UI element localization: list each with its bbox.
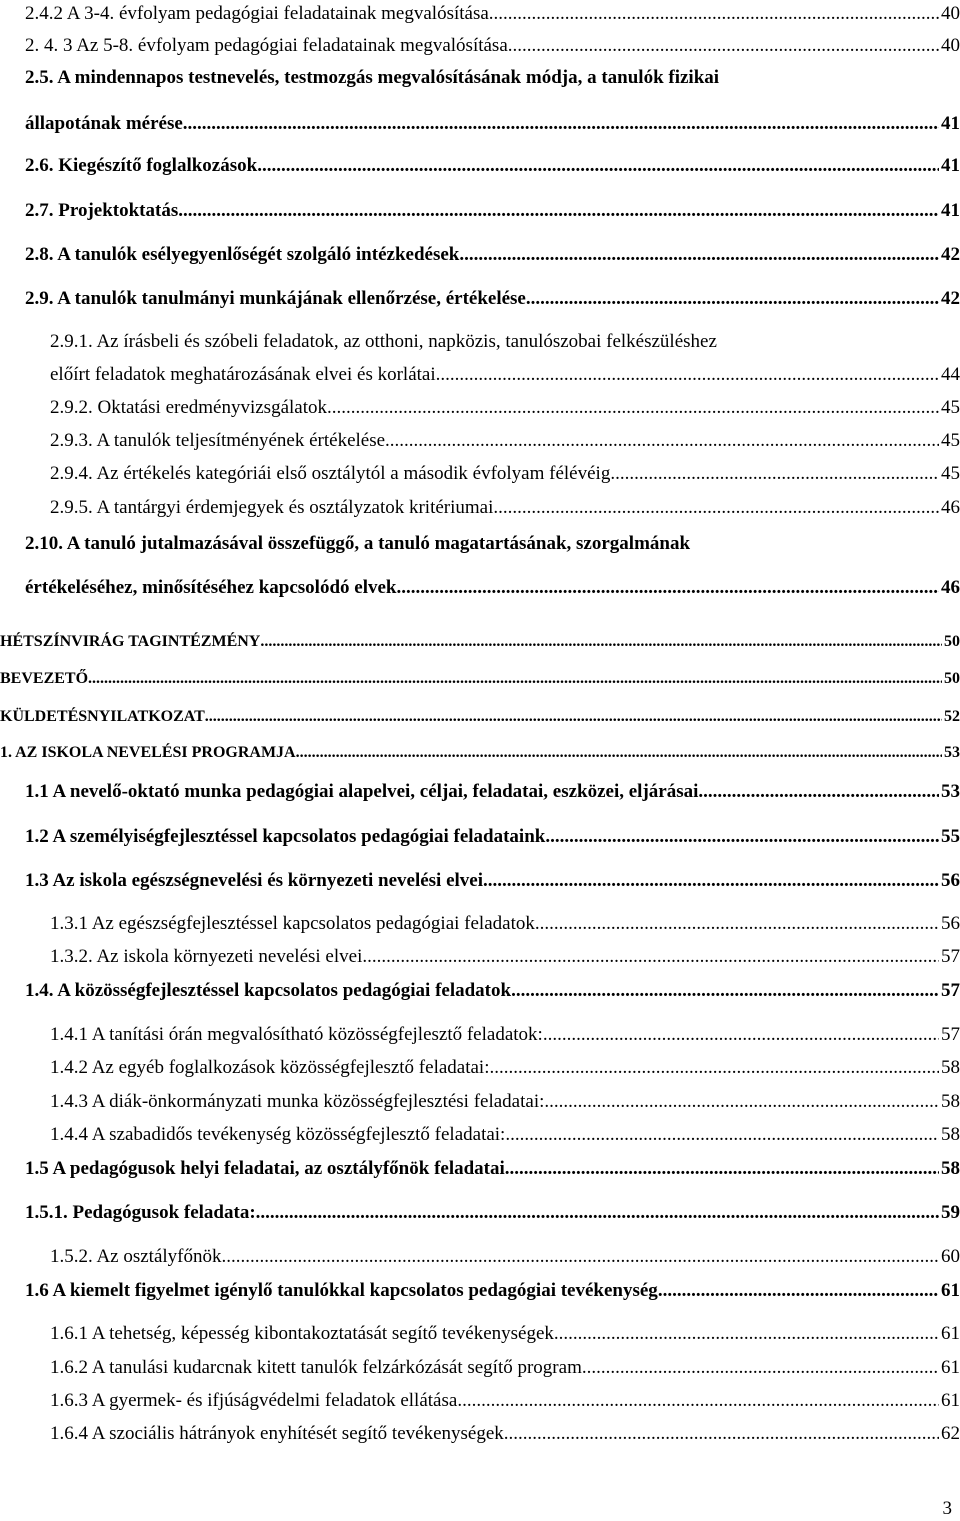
toc-entry-page: 61 xyxy=(941,1390,960,1411)
toc-entry-page: 58 xyxy=(941,1124,960,1145)
toc-entry-page: 58 xyxy=(941,1057,960,1078)
dot-leader xyxy=(483,869,939,893)
toc-entry-title: 1.2 A személyiségfejlesztéssel kapcsolatos pedagógiai feladataink xyxy=(25,826,546,847)
toc-entry-page: 42 xyxy=(941,244,960,265)
toc-entry-title: BEVEZETŐ xyxy=(0,670,89,687)
dot-leader xyxy=(256,1201,939,1225)
toc-entry-title: 1.6.4 A szociális hátrányok enyhítését segítő tevékenységek xyxy=(50,1423,504,1444)
toc-entry-continued[interactable] xyxy=(0,112,960,136)
toc-entry-title: 1.4.1 A tanítási órán megvalósítható közösségfejlesztő feladatok: xyxy=(50,1024,543,1045)
toc-entry-title: 1.4.2 Az egyéb foglalkozások közösségfejlesztő feladatai: xyxy=(50,1057,490,1078)
toc-entry[interactable] xyxy=(0,825,960,849)
toc-entry[interactable] xyxy=(0,705,960,729)
toc-entry-page: 44 xyxy=(941,364,960,385)
toc-entry-page: 61 xyxy=(941,1357,960,1378)
dot-leader xyxy=(260,630,942,654)
dot-leader xyxy=(582,1356,939,1380)
dot-leader xyxy=(545,825,939,849)
toc-entry-page: 60 xyxy=(941,1246,960,1267)
toc-entry-title: 1.6.1 A tehetség, képesség kibontakoztatását segítő tevékenységek xyxy=(50,1323,554,1344)
toc-entry-title: 1.3 Az iskola egészségnevelési és környezeti nevelési elvei xyxy=(25,870,484,891)
dot-leader xyxy=(511,979,939,1003)
dot-leader xyxy=(490,1056,940,1080)
toc-entry[interactable] xyxy=(0,979,960,1003)
toc-entry-page: 41 xyxy=(941,113,960,134)
toc-entry[interactable] xyxy=(0,1056,960,1080)
toc-entry-page: 53 xyxy=(944,744,960,761)
toc-entry[interactable] xyxy=(0,667,960,691)
dot-leader xyxy=(610,462,939,486)
toc-entry[interactable] xyxy=(0,2,960,26)
dot-leader xyxy=(296,741,942,765)
page-number: 3 xyxy=(942,1498,952,1519)
toc-entry-title: 1.6 A kiemelt figyelmet igénylő tanulókkal kapcsolatos pedagógiai tevékenység xyxy=(25,1280,658,1301)
toc-entry-title: 2. 4. 3 Az 5-8. évfolyam pedagógiai feladatainak megvalósítása xyxy=(25,35,508,56)
toc-entry-title: 1.4. A közösségfejlesztéssel kapcsolatos pedagógiai feladatok xyxy=(25,980,512,1001)
toc-entry-title: 1.4.4 A szabadidős tevékenység közösségfejlesztő feladatai: xyxy=(50,1124,506,1145)
dot-leader xyxy=(183,112,939,136)
toc-entry-page: 45 xyxy=(941,430,960,451)
toc-entry-title-line1: 2.5. A mindennapos testnevelés, testmozgás megvalósításának módja, a tanulók fizikai xyxy=(25,67,720,88)
toc-entry-title: állapotának mérése xyxy=(25,113,183,134)
toc-entry-page: 59 xyxy=(941,1202,960,1223)
toc-entry-page: 61 xyxy=(941,1280,960,1301)
dot-leader xyxy=(535,912,939,936)
dot-leader xyxy=(257,154,939,178)
toc-entry-title: HÉTSZÍNVIRÁG TAGINTÉZMÉNY xyxy=(0,633,261,650)
dot-leader xyxy=(526,287,939,311)
toc-entry-page: 57 xyxy=(941,1024,960,1045)
toc-entry[interactable] xyxy=(0,1157,960,1181)
toc-entry[interactable] xyxy=(0,945,960,969)
dot-leader xyxy=(457,1389,939,1413)
toc-entry[interactable] xyxy=(0,1023,960,1047)
dot-leader xyxy=(362,945,939,969)
toc-entry[interactable] xyxy=(0,243,960,267)
dot-leader xyxy=(508,34,939,58)
toc-entry-page: 50 xyxy=(944,670,960,687)
dot-leader xyxy=(658,1279,939,1303)
dot-leader xyxy=(505,1123,939,1147)
toc-entry-title-line1: 2.9.1. Az írásbeli és szóbeli feladatok, az otthoni, napközis, tanulószobai felkészüléshez xyxy=(50,331,717,352)
toc-entry[interactable] xyxy=(0,1356,960,1380)
toc-entry[interactable] xyxy=(0,741,960,765)
toc-entry-title: 2.9.2. Oktatási eredményvizsgálatok xyxy=(50,397,328,418)
toc-entry-title: 2.4.2 A 3-4. évfolyam pedagógiai feladatainak megvalósítása xyxy=(25,3,489,24)
toc-entry[interactable] xyxy=(0,34,960,58)
toc-entry-title: 2.9. A tanulók tanulmányi munkájának ellenőrzése, értékelése xyxy=(25,288,526,309)
dot-leader xyxy=(554,1322,939,1346)
toc-entry-title: 1.6.3 A gyermek- és ifjúságvédelmi feladatok ellátása xyxy=(50,1390,458,1411)
toc-entry-title-line1: 2.10. A tanuló jutalmazásával összefüggő, a tanuló magatartásának, szorgalmának xyxy=(25,533,691,554)
toc-entry[interactable] xyxy=(0,532,960,556)
dot-leader xyxy=(178,199,939,223)
toc-entry[interactable] xyxy=(0,496,960,520)
toc-entry-page: 40 xyxy=(941,35,960,56)
toc-entry-page: 50 xyxy=(944,633,960,650)
toc-entry[interactable] xyxy=(0,429,960,453)
toc-entry-title: 1.1 A nevelő-oktató munka pedagógiai alapelvei, céljai, feladatai, eszközei, eljárásai xyxy=(25,781,699,802)
toc-entry[interactable] xyxy=(0,1245,960,1269)
toc-entry[interactable] xyxy=(0,287,960,311)
dot-leader xyxy=(505,1157,939,1181)
dot-leader xyxy=(459,243,939,267)
toc-entry-title: 2.9.3. A tanulók teljesítményének értékelése xyxy=(50,430,386,451)
toc-entry[interactable] xyxy=(0,154,960,178)
toc-entry[interactable] xyxy=(0,1279,960,1303)
toc-entry-title: értékeléséhez, minősítéséhez kapcsolódó elvek xyxy=(25,577,397,598)
dot-leader xyxy=(222,1245,939,1269)
dot-leader xyxy=(436,363,939,387)
toc-entry[interactable] xyxy=(0,1090,960,1114)
dot-leader xyxy=(489,2,939,26)
toc-entry[interactable] xyxy=(0,330,960,354)
toc-entry-page: 58 xyxy=(941,1158,960,1179)
toc-entry-title: 1.6.2 A tanulási kudarcnak kitett tanulók felzárkózását segítő program xyxy=(50,1357,582,1378)
toc-entry-page: 56 xyxy=(941,870,960,891)
dot-leader xyxy=(205,705,942,729)
toc-entry-page: 41 xyxy=(941,200,960,221)
toc-entry-page: 57 xyxy=(941,946,960,967)
toc-entry[interactable] xyxy=(0,396,960,420)
toc-entry-page: 58 xyxy=(941,1091,960,1112)
toc-entry-title: 1.3.2. Az iskola környezeti nevelési elvei xyxy=(50,946,363,967)
toc-entry-page: 55 xyxy=(941,826,960,847)
toc-entry[interactable] xyxy=(0,630,960,654)
toc-entry-title: 1.5 A pedagógusok helyi feladatai, az osztályfőnök feladatai xyxy=(25,1158,505,1179)
toc-entry[interactable] xyxy=(0,1123,960,1147)
dot-leader xyxy=(493,496,939,520)
dot-leader xyxy=(544,1090,939,1114)
toc-entry[interactable] xyxy=(0,1201,960,1225)
toc-entry-page: 42 xyxy=(941,288,960,309)
toc-entry[interactable] xyxy=(0,1422,960,1446)
toc-entry-page: 45 xyxy=(941,463,960,484)
dot-leader xyxy=(396,576,939,600)
toc-entry-title: 1.5.2. Az osztályfőnök xyxy=(50,1246,222,1267)
toc-entry-page: 56 xyxy=(941,913,960,934)
toc-entry[interactable] xyxy=(0,462,960,486)
toc-entry-page: 62 xyxy=(941,1423,960,1444)
toc-entry[interactable] xyxy=(0,1322,960,1346)
toc-entry-page: 40 xyxy=(941,3,960,24)
toc-entry-title: 1.3.1 Az egészségfejlesztéssel kapcsolatos pedagógiai feladatok xyxy=(50,913,535,934)
toc-entry-page: 46 xyxy=(941,497,960,518)
toc-entry-title: 1.5.1. Pedagógusok feladata: xyxy=(25,1202,256,1223)
toc-entry-page: 61 xyxy=(941,1323,960,1344)
toc-entry[interactable] xyxy=(0,869,960,893)
toc-entry-continued[interactable] xyxy=(0,363,960,387)
toc-entry-title: 2.9.5. A tantárgyi érdemjegyek és osztályzatok kritériumai xyxy=(50,497,494,518)
toc-entry-page: 53 xyxy=(941,781,960,802)
toc-entry[interactable] xyxy=(0,66,960,90)
toc-entry-page: 57 xyxy=(941,980,960,1001)
dot-leader xyxy=(543,1023,939,1047)
toc-entry-page: 41 xyxy=(941,155,960,176)
toc-entry[interactable] xyxy=(0,199,960,223)
toc-entry-title: 1.4.3 A diák-önkormányzati munka közösségfejlesztési feladatai: xyxy=(50,1091,545,1112)
dot-leader xyxy=(385,429,939,453)
toc-entry-title: 2.9.4. Az értékelés kategóriái első osztálytól a második évfolyam félévéig xyxy=(50,463,611,484)
toc-entry-title: KÜLDETÉSNYILATKOZAT xyxy=(0,708,205,725)
dot-leader xyxy=(504,1422,939,1446)
toc-entry-title: 1. AZ ISKOLA NEVELÉSI PROGRAMJA xyxy=(0,744,296,761)
toc-entry-title: 2.7. Projektoktatás xyxy=(25,200,179,221)
dot-leader xyxy=(698,780,939,804)
toc-entry[interactable] xyxy=(0,780,960,804)
toc-entry-page: 52 xyxy=(944,708,960,725)
toc-entry-page: 46 xyxy=(941,577,960,598)
toc-entry[interactable] xyxy=(0,1389,960,1413)
dot-leader xyxy=(327,396,939,420)
dot-leader xyxy=(88,667,942,691)
toc-entry[interactable] xyxy=(0,912,960,936)
toc-entry-title: 2.8. A tanulók esélyegyenlőségét szolgáló intézkedések xyxy=(25,244,460,265)
toc-entry-continued[interactable] xyxy=(0,576,960,600)
toc-entry-title: 2.6. Kiegészítő foglalkozások xyxy=(25,155,258,176)
toc-entry-title: előírt feladatok meghatározásának elvei és korlátai xyxy=(50,364,436,385)
toc-entry-page: 45 xyxy=(941,397,960,418)
